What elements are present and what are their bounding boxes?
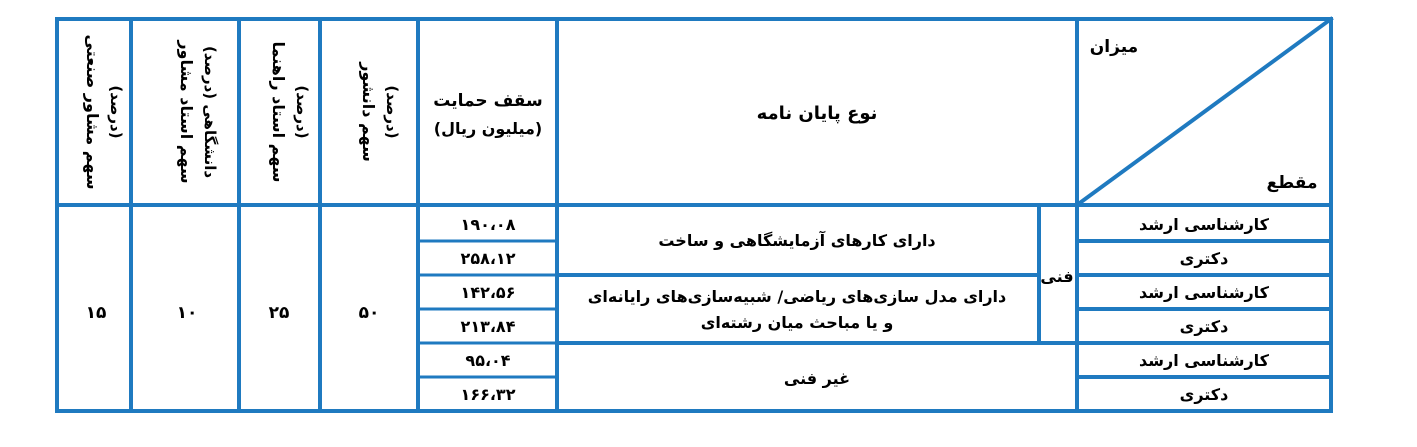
degree-cell: کارشناسی ارشد xyxy=(1139,351,1269,370)
header-student-share-line1: سهم دانشور xyxy=(359,62,378,162)
header-supervisor-share-line2: (درصد) xyxy=(293,85,311,139)
support-cap-value: ۹۵،۰۴ xyxy=(465,351,511,370)
degree-cell: دکتری xyxy=(1179,249,1229,268)
industrial-advisor-share-value: ۱۵ xyxy=(85,303,107,323)
student-share-value: ۵۰ xyxy=(358,303,380,323)
university-advisor-share-value: ۱۰ xyxy=(176,303,198,323)
thesis-type-modeling-line2: و یا مباحث میان رشته‌ای xyxy=(700,313,894,332)
support-cap-value: ۱۴۲،۵۶ xyxy=(460,283,516,302)
header-industrial-advisor-line1: سهم مشاور صنعتی xyxy=(83,34,102,190)
header-corner-bottom: مقطع xyxy=(1266,173,1318,193)
thesis-type-nontech: غیر فنی xyxy=(783,369,851,388)
header-university-advisor-line2: دانشگاهی (درصد) xyxy=(201,45,219,179)
degree-cell: دکتری xyxy=(1179,385,1229,404)
header-student-share-line2: (درصد) xyxy=(383,85,401,139)
group-label-technical: فنی xyxy=(1040,267,1074,286)
supervisor-share-value: ۲۵ xyxy=(268,303,290,323)
header-supervisor-share-line1: سهم استاد راهنما xyxy=(269,41,288,183)
support-cap-value: ۲۵۸،۱۲ xyxy=(460,249,516,268)
header-corner-top: میزان xyxy=(1089,37,1139,57)
header-university-advisor-line1: سهم استاد مشاور xyxy=(177,40,196,184)
degree-cell: کارشناسی ارشد xyxy=(1139,283,1269,302)
header-industrial-advisor-line2: (درصد) xyxy=(107,85,125,139)
thesis-type-lab: دارای کارهای آزمایشگاهی و ساخت xyxy=(658,231,936,250)
support-cap-value: ۱۶۶،۳۲ xyxy=(460,385,516,404)
degree-cell: کارشناسی ارشد xyxy=(1139,215,1269,234)
header-support-cap-line2: (میلیون ریال) xyxy=(433,119,543,138)
support-cap-value: ۱۹۰،۰۸ xyxy=(460,215,516,234)
header-support-cap-line1: سقف حمایت xyxy=(433,91,543,111)
thesis-type-modeling-line1: دارای مدل سازی‌های ریاضی/ شبیه‌سازی‌های رایانه‌ای xyxy=(587,287,1007,306)
degree-cell: دکتری xyxy=(1179,317,1229,336)
header-thesis-type: نوع پایان نامه xyxy=(756,103,878,124)
support-cap-value: ۲۱۳،۸۴ xyxy=(460,317,516,336)
